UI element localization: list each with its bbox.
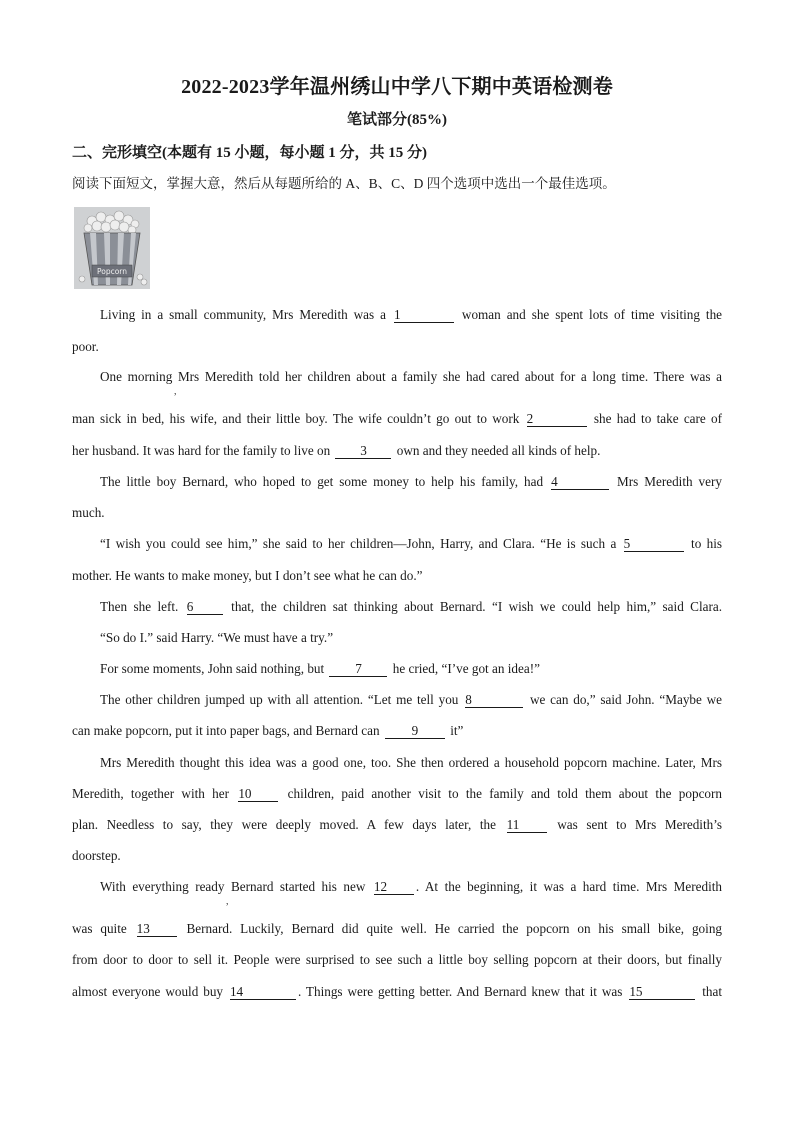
blank-3[interactable]: 3: [335, 443, 391, 459]
blank-8[interactable]: 8: [465, 692, 523, 708]
exam-page: 2022-2023学年温州绣山中学八下期中英语检测卷 笔试部分(85%) 二、完形填空(本题有 15 小题，每小题 1 分，共 15 分) 阅读下面短文，掌握大意，然后从每题所给的 A、B、C、D 四个选项中选出一个最佳选项。 Popcorn Living in a small community, Mrs Meredith was a 1 woman and she spent lots of time visiting the poor. One morning Mrs Meredith told her children about a family she had cared about for a long time. There was a , man sick in bed, his wife, and their little boy. The wife couldn’t go out to work 2 she had to take care of her husband. It was hard for the family to live on 3 own and they needed all kinds of help. The little boy Bernard, who hoped to get some money to help his family, had 4 Mrs Meredith very much. “I wish you could see him,” she said to her children—John, Harry, and Clara. “He is such a 5 to his mother. He wants to make money, but I don’t see what he can do.” Then she left. 6 that, the children sat thinking about Bernard. “I wish we could help him,” said Clara. “So do I.” said Harry. “We must have a try.” For some moments, John said nothing, but 7 he cried, “I’ve got an idea!” The other children jumped up with all attention. “Let me tell you 8 we can do,” said John. “Maybe we can make popcorn, put it into paper bags, and Bernard can 9 it” Mrs Meredith thought this idea was a good one, too. She then ordered a household popcorn machine. Later, Mrs Meredith, together with her 10 children, paid another visit to the family and told them about the popcorn plan. Needless to say, they were deeply moved. A few days later, the 11 was sent to Mrs Meredith’s doorstep. With everything ready Bernard started his new 12 . At the beginning, it was a hard time. Mrs Meredith , was quite 13 Bernard. Luckily, Bernard did quite well. He carried the popcorn on his small bike, going from door to door to sell it. People were surprised to see such a little boy selling popcorn at their doors, but finally almost everyone would buy 14 . Things were getting better. And Bernard knew that it was 15 that: [0, 0, 794, 1123]
blank-4[interactable]: 4: [551, 474, 609, 490]
blank-2[interactable]: 2: [527, 411, 587, 427]
page-subtitle: 笔试部分(85%): [347, 112, 447, 128]
page-title: 2022-2023学年温州绣山中学八下期中英语检测卷: [181, 76, 613, 98]
blank-12[interactable]: 12: [374, 879, 414, 895]
passage-line: was quite 13 Bernard. Luckily, Bernard did quite well. He carried the popcorn on his small bike, going: [72, 921, 723, 936]
passage-line: With everything ready Bernard started his new 12 . At the beginning, it was a hard time. Mrs Meredith: [100, 879, 722, 894]
blank-14[interactable]: 14: [230, 984, 296, 1000]
passage-line: Living in a small community, Mrs Meredith was a 1 woman and she spent lots of time visiting the: [100, 307, 723, 322]
passage-line: The other children jumped up with all attention. “Let me tell you 8 we can do,” said John. “Maybe we: [100, 692, 723, 707]
blank-15[interactable]: 15: [629, 984, 695, 1000]
blank-5[interactable]: 5: [624, 536, 684, 552]
blank-7[interactable]: 7: [329, 661, 387, 677]
passage-line: Mrs Meredith thought this idea was a good one, too. She then ordered a household popcorn machine. Later, Mrs: [100, 755, 722, 770]
blank-1[interactable]: 1: [394, 307, 454, 323]
bucket-text: Popcorn: [96, 267, 128, 276]
section-title: 二、完形填空(本题有 15 小题，每小题 1 分，共 15 分): [72, 145, 427, 161]
section-instructions: 阅读下面短文，掌握大意，然后从每题所给的 A、B、C、D 四个选项中选出一个最佳选项。: [72, 176, 616, 191]
passage-line: her husband. It was hard for the family to live on 3 own and they needed all kinds of help.: [72, 443, 601, 458]
blank-10[interactable]: 10: [238, 786, 278, 802]
passage-line: poor.: [72, 339, 99, 354]
passage-line: doorstep.: [72, 848, 121, 863]
passage-line: “So do I.” said Harry. “We must have a try.”: [100, 630, 334, 645]
passage-line: Meredith, together with her 10 children, paid another visit to the family and told them about the popcorn: [72, 786, 722, 801]
blank-6[interactable]: 6: [187, 599, 223, 615]
passage-line: For some moments, John said nothing, but 7 he cried, “I’ve got an idea!”: [100, 661, 540, 676]
passage-line: almost everyone would buy 14 . Things were getting better. And Bernard knew that it was 15 that: [72, 984, 723, 999]
passage-line: One morning Mrs Meredith told her children about a family she had cared about for a long time. There was a: [100, 369, 722, 384]
passage-line: can make popcorn, put it into paper bags, and Bernard can 9 it”: [72, 723, 464, 738]
passage-line: much.: [72, 505, 105, 520]
passage-line: man sick in bed, his wife, and their little boy. The wife couldn’t go out to work 2 she had to take care of: [72, 411, 723, 426]
passage-line: “I wish you could see him,” she said to her children—John, Harry, and Clara. “He is such a 5 to his: [100, 536, 723, 551]
blank-9[interactable]: 9: [385, 723, 445, 739]
blank-11[interactable]: 11: [507, 817, 547, 833]
passage-line: Then she left. 6 that, the children sat thinking about Bernard. “I wish we could help him,” said Clara.: [100, 599, 723, 614]
popcorn-bucket-image: [74, 207, 150, 289]
passage-line: mother. He wants to make money, but I don’t see what he can do.”: [72, 568, 423, 583]
blank-13[interactable]: 13: [137, 921, 177, 937]
passage-line: from door to door to sell it. People were surprised to see such a little boy selling popcorn at their doors, but finally: [72, 952, 722, 967]
passage-line: plan. Needless to say, they were deeply moved. A few days later, the 11 was sent to Mrs Meredith’s: [72, 817, 723, 832]
passage-line: The little boy Bernard, who hoped to get some money to help his family, had 4 Mrs Meredith very: [100, 474, 722, 489]
popcorn-bucket-icon: [74, 207, 150, 289]
